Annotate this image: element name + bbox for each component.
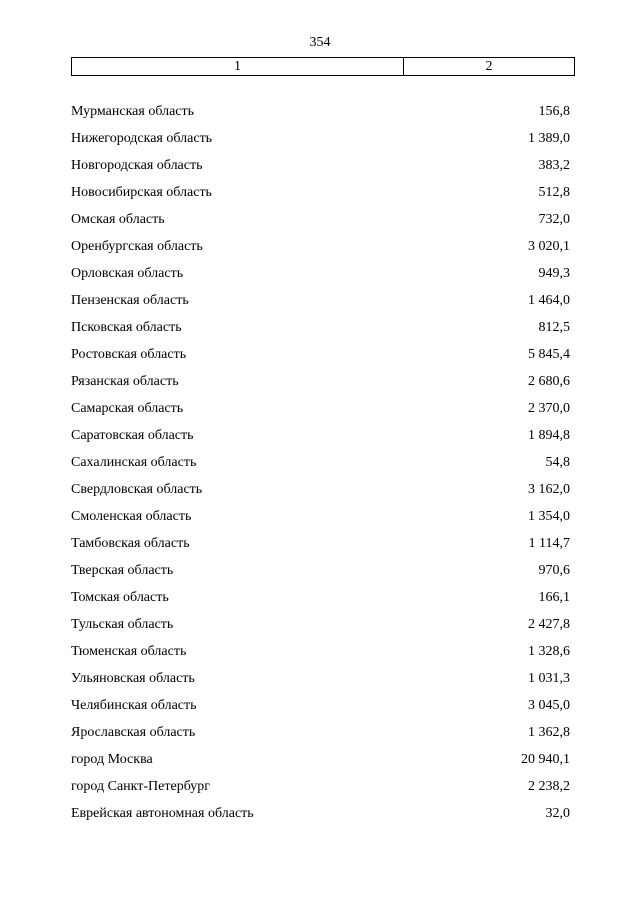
region-value: 2 238,2: [528, 779, 570, 794]
region-value: 732,0: [538, 212, 570, 227]
region-name: Тверская область: [71, 563, 174, 578]
table-row: [71, 722, 570, 749]
table-row: [71, 776, 570, 803]
region-name: Тюменская область: [71, 644, 187, 659]
table-row: [71, 587, 570, 614]
table-row: [71, 317, 570, 344]
region-name: Ярославская область: [71, 725, 196, 740]
table-row: [71, 344, 570, 371]
region-name: Новосибирская область: [71, 185, 212, 200]
table-row: [71, 641, 570, 668]
table-row: [71, 668, 570, 695]
region-name: Томская область: [71, 590, 169, 605]
region-value: 2 680,6: [528, 374, 570, 389]
region-table-body: [71, 101, 570, 830]
region-name: город Санкт-Петербург: [71, 779, 211, 794]
table-row: [71, 425, 570, 452]
region-value: 2 370,0: [528, 401, 570, 416]
table-row: [71, 398, 570, 425]
region-name: Мурманская область: [71, 104, 195, 119]
region-value: 512,8: [538, 185, 570, 200]
region-name: Псковская область: [71, 320, 182, 335]
region-name: Ростовская область: [71, 347, 187, 362]
region-name: Нижегородская область: [71, 131, 213, 146]
region-value: 156,8: [538, 104, 570, 119]
region-value: 949,3: [538, 266, 570, 281]
region-name: Саратовская область: [71, 428, 194, 443]
table-row: [71, 290, 570, 317]
region-name: Челябинская область: [71, 698, 197, 713]
table-row: [71, 803, 570, 830]
region-value: 54,8: [545, 455, 570, 470]
region-value: 383,2: [538, 158, 570, 173]
region-name: Орловская область: [71, 266, 184, 281]
column-header-1: 1: [72, 58, 404, 75]
region-name: Новгородская область: [71, 158, 203, 173]
region-value: 20 940,1: [521, 752, 570, 767]
column-header-2: 2: [485, 59, 493, 74]
table-row: [71, 128, 570, 155]
region-name: Смоленская область: [71, 509, 192, 524]
table-row: [71, 101, 570, 128]
table-row: [71, 560, 570, 587]
region-value: 1 362,8: [528, 725, 570, 740]
region-value: 1 894,8: [528, 428, 570, 443]
region-name: Ульяновская область: [71, 671, 195, 686]
region-name: Оренбургская область: [71, 239, 203, 254]
page-number: 354: [309, 35, 331, 50]
region-name: Самарская область: [71, 401, 184, 416]
region-name: Тамбовская область: [71, 536, 190, 551]
region-name: Рязанская область: [71, 374, 179, 389]
table-row: [71, 695, 570, 722]
table-row: [71, 263, 570, 290]
table-row: [71, 749, 570, 776]
region-value: 812,5: [538, 320, 570, 335]
table-row: [71, 236, 570, 263]
region-name: Сахалинская область: [71, 455, 197, 470]
table-row: [71, 452, 570, 479]
region-value: 1 031,3: [528, 671, 570, 686]
table-row: [71, 614, 570, 641]
region-value: 166,1: [538, 590, 570, 605]
region-value: 1 464,0: [528, 293, 570, 308]
region-value: 2 427,8: [528, 617, 570, 632]
region-value: 32,0: [545, 806, 570, 821]
region-name: город Москва: [71, 752, 153, 767]
region-name: Пензенская область: [71, 293, 189, 308]
table-row: [71, 506, 570, 533]
region-name: Еврейская автономная область: [71, 806, 254, 821]
region-name: Тульская область: [71, 617, 174, 632]
region-value: 1 328,6: [528, 644, 570, 659]
region-value: 5 845,4: [528, 347, 570, 362]
table-header: [71, 57, 575, 76]
region-value: 3 162,0: [528, 482, 570, 497]
table-row: [71, 371, 570, 398]
region-value: 970,6: [538, 563, 570, 578]
region-name: Омская область: [71, 212, 165, 227]
region-value: 1 354,0: [528, 509, 570, 524]
table-row: [71, 209, 570, 236]
table-row: [71, 155, 570, 182]
region-value: 3 045,0: [528, 698, 570, 713]
region-name: Свердловская область: [71, 482, 203, 497]
region-value: 3 020,1: [528, 239, 570, 254]
table-row: [71, 479, 570, 506]
region-value: 1 389,0: [528, 131, 570, 146]
region-value: 1 114,7: [528, 536, 570, 551]
table-row: [71, 533, 570, 560]
table-row: [71, 182, 570, 209]
